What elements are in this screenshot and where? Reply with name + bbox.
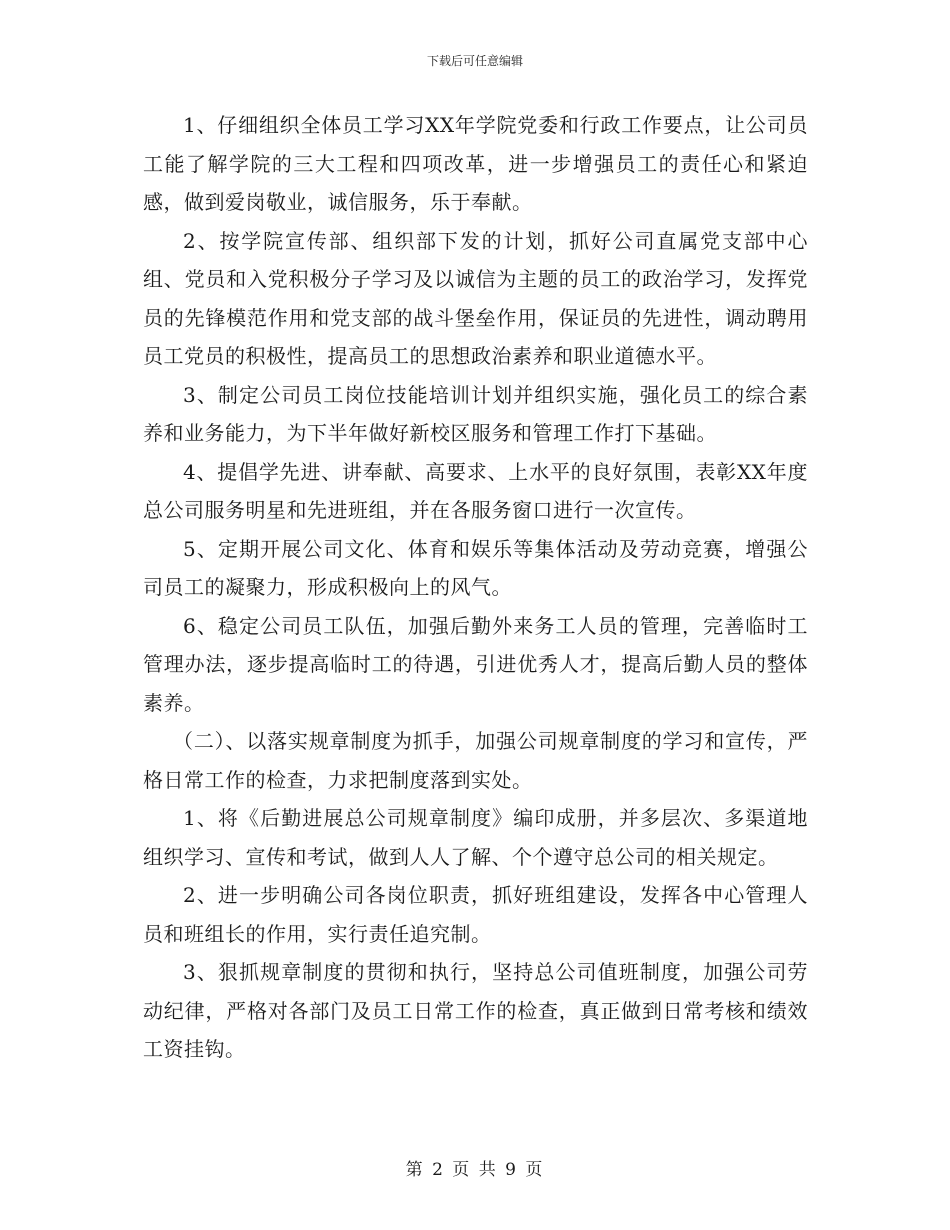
document-body <box>143 106 808 1069</box>
paragraph-1: 1、仔细组织全体员工学习XX年学院党委和行政工作要点，让公司员工能了解学院的三大工程和四项改革，进一步增强员工的责任心和紧迫感，做到爱岗敬业，诚信服务，乐于奉献。 <box>143 113 808 214</box>
paragraph-2: 2、按学院宣传部、组织部下发的计划，抓好公司直属党支部中心组、党员和入党积极分子学习及以诚信为主题的员工的政治学习，发挥党员的先锋模范作用和党支部的战斗堡垒作用，保证员的先进性，调动聘用员工党员的积极性，提高员工的思想政治素养和职业道德水平。 <box>143 228 808 368</box>
paragraph-3: 3、制定公司员工岗位技能培训计划并组织实施，强化员工的综合素养和业务能力，为下半年做好新校区服务和管理工作打下基础。 <box>143 382 808 445</box>
paragraph-7: 1、将《后勤进展总公司规章制度》编印成册，并多层次、多渠道地组织学习、宣传和考试，做到人人了解、个个遵守总公司的相关规定。 <box>143 806 808 869</box>
section-heading-2: （二）、以落实规章制度为抓手，加强公司规章制度的学习和宣传，严格日常工作的检查，力求把制度落到实处。 <box>143 729 808 792</box>
page-number: 第 2 页 共 9 页 <box>405 1160 545 1180</box>
page-header: 下载后可任意编辑 <box>426 54 523 68</box>
paragraph-4: 4、提倡学先进、讲奉献、高要求、上水平的良好氛围，表彰XX年度总公司服务明星和先进班组，并在各服务窗口进行一次宣传。 <box>143 459 808 522</box>
paragraph-9: 3、狠抓规章制度的贯彻和执行，坚持总公司值班制度，加强公司劳动纪律，严格对各部门及员工日常工作的检查，真正做到日常考核和绩效工资挂钩。 <box>143 960 808 1061</box>
paragraph-6: 6、稳定公司员工队伍，加强后勤外来务工人员的管理，完善临时工管理办法，逐步提高临时工的待遇，引进优秀人才，提高后勤人员的整体素养。 <box>143 613 808 715</box>
paragraph-8: 2、进一步明确公司各岗位职责，抓好班组建设，发挥各中心管理人员和班组长的作用，实行责任追究制。 <box>143 883 808 946</box>
paragraph-5: 5、定期开展公司文化、体育和娱乐等集体活动及劳动竞赛，增强公司员工的凝聚力，形成积极向上的风气。 <box>143 536 808 599</box>
